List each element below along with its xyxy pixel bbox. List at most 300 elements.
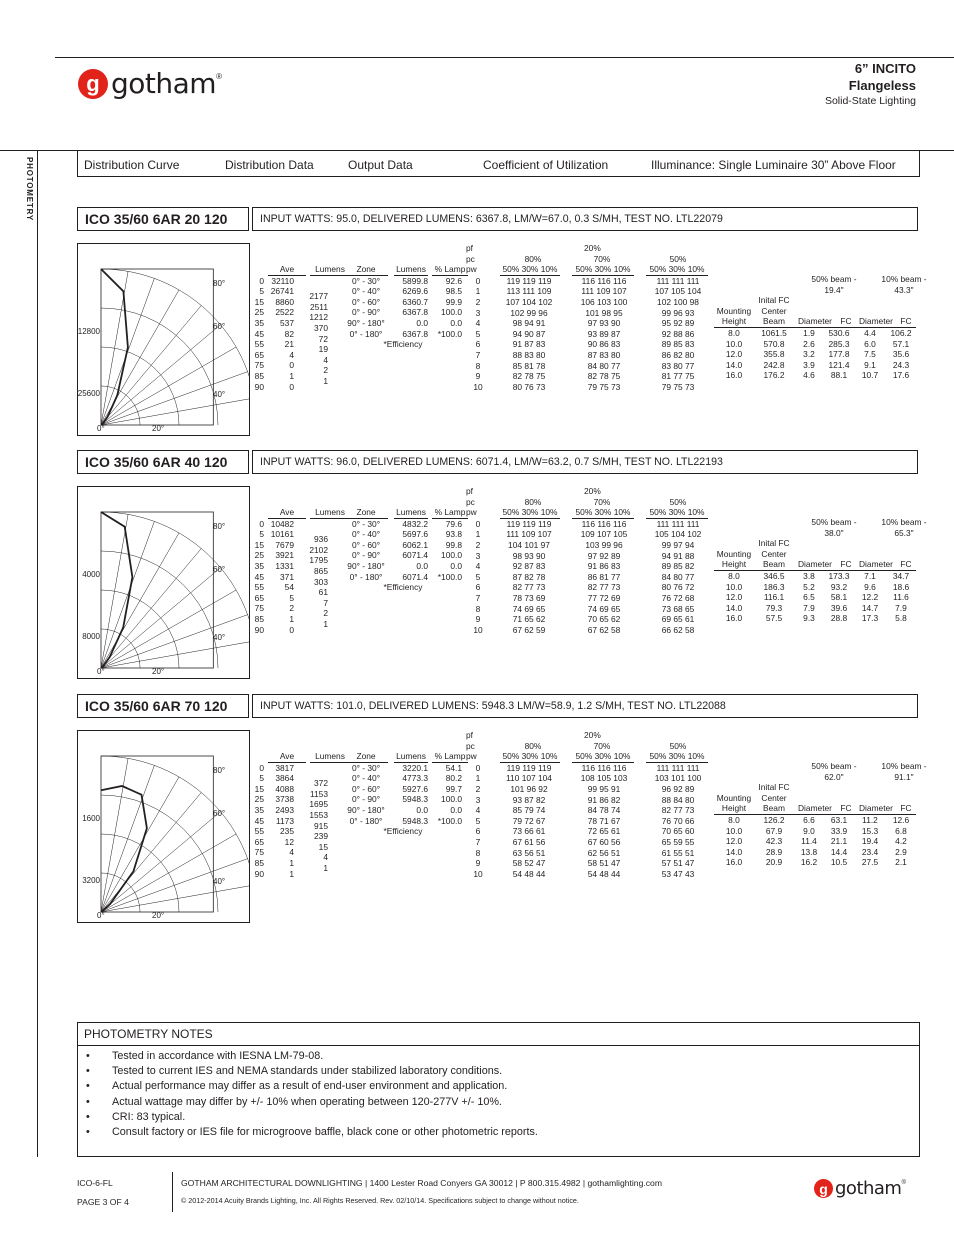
output-lumens: 0.0	[416, 317, 428, 328]
cu-values-80: 58 52 47	[512, 858, 546, 869]
illum-header-height: Height	[721, 316, 747, 327]
illum-init-label: Inital FC	[758, 295, 790, 306]
dist-lumens: 1795	[309, 555, 328, 566]
dist-lumens	[294, 524, 328, 530]
illum-spacer	[714, 285, 794, 296]
polar-grid-ray	[101, 792, 201, 912]
output-row	[338, 297, 468, 308]
output-header-row	[338, 507, 468, 519]
illum-diameter-50: 13.8	[800, 846, 818, 857]
output-lumens: 4773.3	[402, 773, 428, 784]
cu-values-70: 62 56 51	[587, 847, 621, 858]
cu-values-80: 73 66 61	[512, 826, 546, 837]
cu-values-70: 90 86 83	[587, 339, 621, 350]
dist-lumens: 61	[318, 587, 328, 598]
header-title-block	[825, 60, 916, 108]
cu-values-70: 116 116 116	[581, 518, 627, 529]
dist-angle: 65	[254, 349, 264, 360]
illum-beam10-label: 10% beam -	[881, 274, 927, 284]
note-item: • Tested in accordance with IESNA LM-79-08.	[84, 1049, 538, 1064]
dist-angle: 65	[254, 836, 264, 847]
illum-row	[714, 815, 934, 826]
illum-header-diameter: Diameter	[798, 316, 832, 327]
illum-fc-50: 10.5	[830, 857, 848, 868]
illum-fc-50: 530.6	[828, 327, 850, 338]
header-top-rule	[55, 57, 954, 58]
dist-angle: 45	[254, 815, 264, 826]
cu-row	[466, 382, 718, 393]
cu-values-70: 116 116 116	[581, 762, 627, 773]
illum-diameter-50: 1.9	[803, 327, 815, 338]
polar-r-label: 25600	[77, 389, 100, 398]
cu-pc-value: 50%	[669, 253, 687, 264]
output-lamp: 99.9	[445, 296, 462, 307]
cu-row	[466, 361, 718, 372]
illum-spacer	[714, 761, 794, 772]
dist-ave: 32110	[271, 275, 294, 286]
polar-grid-arc	[101, 512, 249, 668]
illum-height: 8.0	[728, 570, 740, 581]
output-data-table	[338, 507, 468, 593]
dist-ave: 0	[289, 381, 294, 392]
dist-lumens	[294, 874, 328, 880]
dist-ave: 371	[280, 571, 294, 582]
cu-table	[466, 730, 718, 879]
illum-header-diameter: Diameter	[798, 559, 832, 570]
dist-angle: 55	[254, 582, 264, 593]
dist-lumens: 1	[323, 618, 328, 629]
cu-values-50: 66 62 58	[661, 624, 695, 635]
cu-row	[466, 286, 718, 297]
polar-r-label: 3200	[82, 876, 100, 885]
cu-rcr: 1	[475, 773, 481, 784]
dist-angle: 65	[254, 592, 264, 603]
output-header-lamp: % Lamp	[432, 264, 468, 276]
cu-pc-row	[466, 741, 718, 752]
illum-fc-10: 35.6	[892, 349, 910, 360]
polar-grid	[101, 512, 249, 668]
dist-header-lumens: Lumens	[310, 751, 350, 763]
output-row	[338, 540, 468, 551]
illum-beam10-value: 91.1"	[894, 771, 914, 782]
illum-height: 16.0	[725, 857, 743, 868]
illum-beam-value-row	[714, 285, 934, 296]
illum-header-fc: FC	[900, 803, 912, 814]
illum-diameter-10: 23.4	[861, 846, 879, 857]
cu-row	[466, 795, 718, 806]
section-test-info: INPUT WATTS: 96.0, DELIVERED LUMENS: 6071.4, LM/W=63.2, 0.7 S/MH, TEST NO. LTL22193	[252, 450, 918, 474]
cu-values-50: 70 65 60	[661, 826, 695, 837]
illum-header-fc: FC	[840, 559, 852, 570]
cu-values-70: 87 83 80	[587, 349, 621, 360]
section-title: ICO 35/60 6AR 40 120	[77, 450, 249, 474]
cu-pc-row	[466, 497, 718, 508]
output-row	[338, 307, 468, 318]
illum-fc-50: 14.4	[830, 846, 848, 857]
illum-header-center: Center	[761, 792, 787, 803]
dist-angle: 75	[254, 603, 264, 614]
illum-spacer	[714, 295, 754, 306]
output-lumens: 6269.6	[402, 286, 428, 297]
illum-beam10-value: 43.3"	[894, 284, 914, 295]
cu-pw-values: 50% 30% 10%	[572, 264, 634, 276]
cu-pw-row	[466, 751, 718, 763]
cu-values-70: 116 116 116	[581, 275, 627, 286]
cu-row	[466, 826, 718, 837]
cu-pf-row	[466, 243, 718, 254]
cu-rcr: 1	[475, 286, 481, 297]
illum-diameter-10: 10.7	[861, 370, 879, 381]
illum-row	[714, 328, 934, 339]
cu-values-70: 74 69 65	[587, 603, 621, 614]
output-lumens: 0.0	[416, 560, 428, 571]
polar-angle-label: 60°	[213, 322, 226, 331]
illum-fc-10: 24.3	[892, 359, 910, 370]
dist-angle: 15	[254, 296, 264, 307]
cu-values-50: 73 68 65	[661, 603, 695, 614]
dist-row	[250, 625, 350, 636]
dist-angle: 75	[254, 360, 264, 371]
illum-diameter-50: 6.5	[803, 592, 815, 603]
output-lamp: *100.0	[437, 815, 462, 826]
dist-lumens: 4	[323, 852, 328, 863]
cu-values-70: 82 78 75	[587, 371, 621, 382]
cu-rcr: 0	[475, 518, 481, 529]
cu-pc-value: 80%	[524, 253, 542, 264]
cu-rcr: 4	[475, 318, 481, 329]
illuminance-table	[714, 274, 934, 381]
illum-row	[714, 592, 934, 603]
dist-lumens: 1153	[309, 788, 328, 799]
output-lumens: 5927.6	[402, 783, 428, 794]
dist-row	[250, 571, 350, 587]
polar-r-label: 8000	[82, 632, 100, 641]
cu-row	[466, 350, 718, 361]
illum-row	[714, 339, 934, 350]
illum-fc-50: 63.1	[830, 814, 848, 825]
dist-angle: 55	[254, 339, 264, 350]
dist-lumens: 865	[314, 565, 328, 576]
illum-center-fc: 242.8	[763, 359, 785, 370]
cu-rcr: 4	[475, 561, 481, 572]
dist-lumens: 7	[323, 597, 328, 608]
illum-spacer	[714, 274, 794, 285]
illum-fc-50: 285.3	[828, 338, 850, 349]
cu-values-80: 85 81 78	[512, 360, 546, 371]
output-lamp: 98.5	[445, 286, 462, 297]
output-lumens: 5697.6	[402, 529, 428, 540]
dist-angle: 85	[254, 857, 264, 868]
dist-ave: 1331	[275, 560, 294, 571]
note-item: • Actual wattage may differ by +/- 10% when operating between 120-277V +/- 10%.	[84, 1095, 538, 1110]
footer-divider	[172, 1172, 173, 1212]
cu-rcr: 0	[475, 275, 481, 286]
illum-header-fc: FC	[900, 559, 912, 570]
output-data-table	[338, 264, 468, 350]
dist-header-row	[250, 751, 350, 763]
cu-row	[466, 858, 718, 869]
illum-height: 8.0	[728, 327, 740, 338]
illum-header-row-1	[714, 306, 934, 317]
dist-lumens: 4	[323, 354, 328, 365]
polar-grid-ray	[101, 615, 248, 668]
illum-diameter-10: 7.5	[864, 349, 876, 360]
output-lamp: 100.0	[441, 794, 462, 805]
illuminance-table	[714, 517, 934, 624]
output-lumens: 5948.3	[402, 794, 428, 805]
cu-row	[466, 773, 718, 784]
illum-center-fc: 67.9	[765, 825, 783, 836]
cu-values-70: 86 81 77	[587, 571, 621, 582]
nav-output-data[interactable]: Output Data	[348, 158, 413, 172]
cu-values-70: 109 107 105	[580, 529, 628, 540]
illum-row	[714, 857, 934, 868]
nav-distribution-data[interactable]: Distribution Data	[225, 158, 314, 172]
output-lumens: 6071.4	[402, 550, 428, 561]
illum-fc-50: 33.9	[830, 825, 848, 836]
dist-header-row	[250, 264, 350, 276]
cu-values-50: 76 72 68	[661, 592, 695, 603]
photometry-nav-bar	[77, 150, 920, 177]
cu-values-70: 101 98 95	[585, 307, 623, 318]
cu-rcr: 9	[475, 858, 481, 869]
output-zone: 0° - 90°	[351, 550, 381, 561]
cu-values-50: 103 101 100	[654, 773, 702, 784]
cu-values-50: 99 96 93	[661, 307, 695, 318]
illum-beam50-value: 19.4"	[824, 284, 844, 295]
cu-values-70: 111 109 107	[581, 286, 627, 297]
illum-fc-50: 58.1	[830, 592, 848, 603]
illum-row	[714, 360, 934, 371]
cu-pc-value: 80%	[524, 740, 542, 751]
cu-values-70: 67 62 58	[587, 624, 621, 635]
dist-lumens: 1553	[309, 809, 328, 820]
illum-diameter-10: 6.0	[864, 338, 876, 349]
cu-values-80: 101 96 92	[510, 783, 548, 794]
output-header-row	[338, 264, 468, 276]
footer-logo-registered-mark: ®	[901, 1180, 906, 1186]
dist-angle: 5	[259, 286, 264, 297]
cu-values-50: 81 77 75	[661, 371, 695, 382]
illum-diameter-50: 5.2	[803, 581, 815, 592]
illuminance-table	[714, 761, 934, 868]
dist-ave: 537	[280, 317, 294, 328]
dist-header-angle	[250, 264, 268, 276]
cu-values-50: 53 47 43	[661, 868, 695, 879]
sidebar-rule	[37, 150, 38, 1157]
output-header-lamp: % Lamp	[432, 751, 468, 763]
illum-height: 10.0	[725, 581, 743, 592]
polar-plot-box	[101, 756, 213, 912]
illum-center-fc: 186.3	[763, 581, 785, 592]
illum-center-fc: 570.8	[763, 338, 785, 349]
illum-fc-50: 121.4	[828, 359, 850, 370]
cu-values-70: 91 86 83	[587, 561, 621, 572]
cu-rcr: 4	[475, 805, 481, 816]
dist-angle: 0	[259, 275, 264, 286]
dist-ave: 10482	[270, 518, 294, 529]
section-title: ICO 35/60 6AR 70 120	[77, 694, 249, 718]
header-logo	[78, 69, 222, 99]
illum-height: 16.0	[725, 613, 743, 624]
illum-center-fc: 1061.5	[761, 327, 787, 338]
illum-fc-10: 5.8	[895, 613, 907, 624]
cu-values-80: 78 73 69	[512, 592, 546, 603]
cu-values-80: 111 109 107	[506, 529, 552, 540]
dist-angle: 45	[254, 571, 264, 582]
cu-values-80: 119 119 119	[506, 762, 552, 773]
polar-angle-label: 80°	[213, 766, 226, 775]
dist-row	[250, 276, 350, 287]
polar-angle-label: 0°	[97, 424, 105, 433]
polar-r-label: 12800	[77, 327, 100, 336]
dist-ave: 3738	[275, 794, 294, 805]
output-lamp: *100.0	[437, 328, 462, 339]
logo-wordmark: gotham	[111, 67, 217, 100]
output-zone: 0° - 40°	[351, 529, 381, 540]
illum-height: 16.0	[725, 370, 743, 381]
output-zone: 0° - 180°	[349, 815, 383, 826]
illum-header-diameter: Diameter	[859, 803, 893, 814]
cu-pf-value: 20%	[584, 486, 601, 496]
cu-table	[466, 243, 718, 392]
output-row	[338, 784, 468, 795]
cu-row	[466, 805, 718, 816]
cu-pw-values: 50% 30% 10%	[646, 264, 708, 276]
cu-row	[466, 339, 718, 350]
cu-pc-value: 50%	[669, 740, 687, 751]
nav-illuminance[interactable]: Illuminance: Single Luminaire 30” Above Floor	[651, 158, 896, 172]
cu-rcr: 3	[475, 550, 481, 561]
illum-fc-10: 2.1	[895, 857, 907, 868]
cu-pf-value: 20%	[584, 730, 601, 740]
cu-rcr: 2	[475, 783, 481, 794]
cu-values-80: 54 48 44	[512, 868, 546, 879]
illum-height: 12.0	[725, 592, 743, 603]
illum-diameter-50: 4.6	[803, 370, 815, 381]
illum-header-row-2	[714, 316, 916, 328]
illum-row	[714, 603, 934, 614]
illum-diameter-10: 9.6	[864, 581, 876, 592]
cu-rcr: 6	[475, 339, 481, 350]
illum-height: 8.0	[728, 814, 740, 825]
cu-rcr: 7	[475, 592, 481, 603]
cu-row	[466, 318, 718, 329]
output-lamp: 0.0	[450, 560, 462, 571]
illum-row	[714, 836, 934, 847]
output-row	[338, 816, 468, 827]
illum-height: 10.0	[725, 825, 743, 836]
cu-values-80: 82 77 73	[512, 582, 546, 593]
output-header-lumens: Lumens	[394, 264, 428, 276]
cu-row	[466, 582, 718, 593]
cu-pf-row	[466, 730, 718, 741]
section-title: ICO 35/60 6AR 20 120	[77, 207, 249, 231]
polar-angle-label: 80°	[213, 522, 226, 531]
cu-values-50: 86 82 80	[661, 349, 695, 360]
polar-grid-ray	[101, 548, 201, 668]
output-row	[338, 276, 468, 287]
illum-beam50-label: 50% beam -	[811, 274, 857, 284]
dist-lumens: 1695	[309, 799, 328, 810]
cu-rcr: 5	[475, 328, 481, 339]
cu-row	[466, 816, 718, 827]
dist-lumens	[294, 768, 328, 774]
cu-rcr: 9	[475, 614, 481, 625]
dist-ave: 7679	[275, 539, 294, 550]
section-test-info: INPUT WATTS: 95.0, DELIVERED LUMENS: 6367.8, LM/W=67.0, 0.3 S/MH, TEST NO. LTL22079	[252, 207, 918, 231]
cu-values-70: 58 51 47	[587, 858, 621, 869]
polar-r-label: 4000	[82, 570, 100, 579]
cu-row	[466, 297, 718, 308]
illum-header-row-2	[714, 803, 916, 815]
output-header-lumens: Lumens	[394, 751, 428, 763]
output-zone: 0° - 60°	[351, 296, 381, 307]
cu-values-80: 102 99 96	[510, 307, 548, 318]
dist-ave: 0	[289, 624, 294, 635]
footer-page-number: PAGE 3 OF 4	[77, 1197, 129, 1207]
dist-lumens: 1212	[309, 312, 328, 323]
distribution-data-table	[250, 751, 350, 879]
output-zone: 0° - 30°	[351, 518, 381, 529]
illum-height: 14.0	[725, 602, 743, 613]
cu-values-80: 87 82 78	[512, 571, 546, 582]
cu-row	[466, 529, 718, 540]
cu-pw-values: 50% 30% 10%	[646, 751, 708, 763]
illum-center-fc: 28.9	[765, 846, 783, 857]
cu-pf-label: pf	[466, 486, 473, 496]
cu-values-80: 94 90 87	[512, 328, 546, 339]
cu-values-50: 65 59 55	[661, 836, 695, 847]
cu-values-80: 63 56 51	[512, 847, 546, 858]
polar-angle-label: 0°	[97, 667, 105, 676]
cu-values-50: 92 88 86	[661, 328, 695, 339]
dist-header-angle	[250, 507, 268, 519]
cu-spacer	[490, 486, 584, 497]
output-row	[338, 286, 468, 297]
output-row	[338, 529, 468, 540]
cu-row	[466, 604, 718, 615]
cu-pc-value: 70%	[593, 740, 611, 751]
dist-angle: 25	[254, 794, 264, 805]
dist-angle: 25	[254, 307, 264, 318]
footer-logo-mark-letter: g	[819, 1180, 828, 1197]
cu-values-80: 98 94 91	[512, 318, 546, 329]
distribution-curve-chart	[78, 487, 249, 678]
output-row	[338, 318, 468, 329]
dist-angle: 25	[254, 550, 264, 561]
nav-coefficient-of-utilization[interactable]: Coefficient of Utilization	[483, 158, 609, 172]
illum-fc-10: 17.6	[892, 370, 910, 381]
footer-logo-wordmark: gotham	[835, 1178, 902, 1199]
illum-fc-10: 34.7	[892, 570, 910, 581]
illum-beam-value-row	[714, 528, 934, 539]
output-lumens: 0.0	[416, 804, 428, 815]
illum-diameter-50: 7.9	[803, 602, 815, 613]
illum-spacer	[714, 517, 794, 528]
dist-angle: 15	[254, 783, 264, 794]
illum-beam-row	[714, 274, 934, 285]
illum-header-beam: Beam	[763, 559, 785, 570]
cu-pw-values: 50% 30% 10%	[500, 751, 560, 763]
dist-lumens: 915	[314, 820, 328, 831]
cu-values-50: 111 111 111	[656, 518, 700, 529]
illum-init-label: Inital FC	[758, 538, 790, 549]
nav-distribution-curve[interactable]: Distribution Curve	[84, 158, 180, 172]
cu-rcr: 3	[475, 794, 481, 805]
output-row	[338, 519, 468, 530]
output-lumens: 6071.4	[402, 571, 428, 582]
